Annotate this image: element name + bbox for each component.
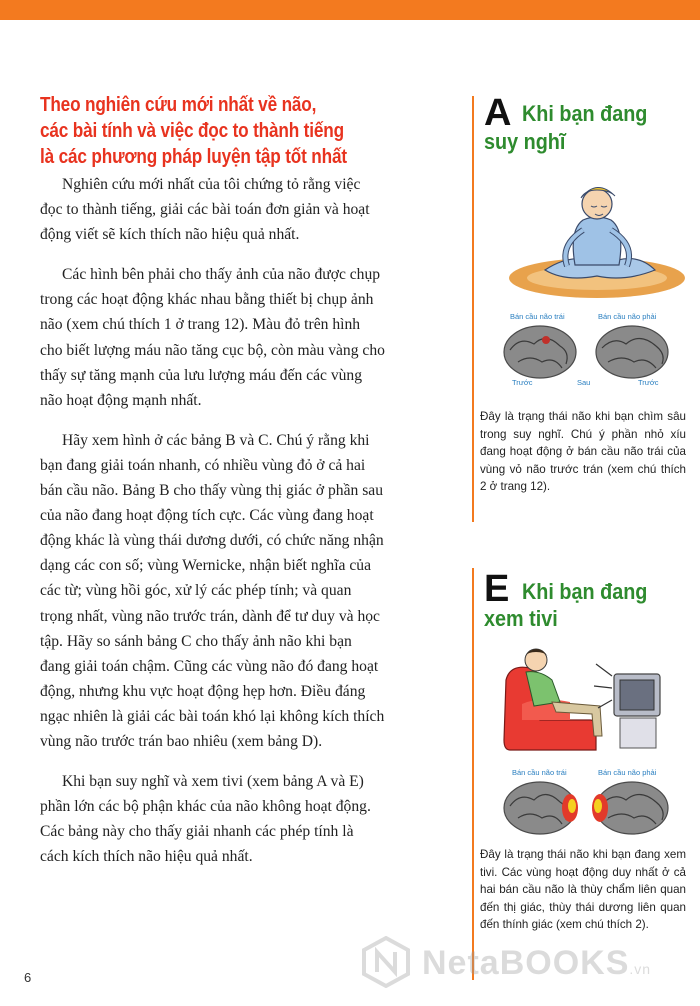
panel-e-letter: E: [484, 568, 510, 610]
panel-a-label-left: Bán cầu não trái: [510, 312, 565, 321]
panel-e-divider: [472, 568, 474, 980]
heading-line: là các phương pháp luyện tập tốt nhất: [40, 146, 347, 168]
heading-line: Theo nghiên cứu mới nhất về não,: [40, 94, 317, 116]
panel-e-label-right: Bán cầu não phải: [598, 768, 657, 777]
page-number: 6: [24, 970, 32, 985]
body-paragraph: Hãy xem hình ở các bảng B và C. Chú ý rằng khi bạn đang giải toán nhanh, có nhiều vùng đỏ ở cả hai bán cầu não. Bảng B cho thấy vùng thị giác ở phần sau của não đang hoạt động tích cực. Các vùng đang hoạt động khác là vùng thái dương dưới, có chức năng nhận dạng các con số; vùng Wernicke, nhận biết nghĩa của các từ; vùng hồi góc, xử lý các phép tính; và quan trọng nhất, vùng não trước trán, dành để tư duy và học tập. Hãy so sánh bảng C cho thấy ảnh não khi bạn đang giải toán chậm. Cũng các vùng não đó đang hoạt động, nhưng khu vực hoạt động hẹp hơn. Điều đáng ngạc nhiên là giải các bài toán khó lại không kích thích vùng não trước trán bao nhiêu (xem bảng D).: [40, 431, 385, 750]
panel-e-brain-scans: [500, 778, 680, 840]
panel-a-label-front-left: Trước: [512, 378, 533, 387]
panel-a-brain-scans: [500, 322, 680, 384]
article-body: [40, 172, 385, 884]
panel-e-title-2: [484, 605, 558, 633]
panel-a-divider: [472, 96, 474, 522]
panel-a-label-front-right: Trước: [638, 378, 659, 387]
meditating-person-illustration: [505, 170, 685, 305]
panel-e-title-line: xem tivi: [484, 606, 558, 631]
panel-a-title-2: [484, 128, 565, 156]
panel-a-title-line: suy nghĩ: [484, 129, 566, 154]
watermark-suffix: .vn: [629, 961, 652, 977]
panel-a-label-right: Bán cầu não phải: [598, 312, 657, 321]
heading-line: các bài tính và việc đọc to thành tiếng: [40, 120, 344, 142]
tv-watching-illustration: [500, 640, 685, 755]
panel-e-title-line: Khi bạn đang: [522, 579, 648, 604]
panel-e-label-left: Bán cầu não trái: [512, 768, 567, 777]
panel-a-title-line: Khi bạn đang: [522, 101, 648, 126]
watermark-text: [422, 944, 651, 983]
panel-a-caption: Đây là trạng thái não khi bạn chìm sâu trong suy nghĩ. Chú ý phần nhỏ xíu đang hoạt động ở bán cầu não trái của vùng vỏ não trước trán (xem chú thích 2 ở trang 12).: [480, 410, 686, 493]
panel-a-letter: A: [484, 92, 512, 134]
netabooks-watermark: [360, 930, 690, 990]
panel-a-label-back: Sau: [577, 378, 591, 387]
watermark-brand: NetaBOOKS: [422, 944, 630, 982]
body-paragraph: Các hình bên phải cho thấy ảnh của não được chụp trong các hoạt động khác nhau bằng thiết bị chụp ảnh não (xem chú thích 1 ở trang 12). Màu đỏ trên hình cho biết lượng máu não tăng cục bộ, còn màu vàng cho thấy sự tăng mạnh của lưu lượng máu đến các vùng não hoạt động mạnh nhất.: [40, 266, 385, 409]
body-paragraph: Nghiên cứu mới nhất của tôi chứng tỏ rằng việc đọc to thành tiếng, giải các bài toán đơn giản và hoạt động viết sẽ kích thích não hiệu quả nhất.: [40, 176, 370, 244]
panel-a-title: [522, 100, 647, 128]
body-paragraph: Khi bạn suy nghĩ và xem tivi (xem bảng A và E) phần lớn các bộ phận khác của não không hoạt động. Các bảng này cho thấy giải nhanh các phép tính là cách kích thích não hiệu quả nhất.: [40, 773, 371, 866]
panel-e-title: [522, 578, 647, 606]
article-heading: [40, 92, 384, 170]
top-accent-bar: [0, 0, 700, 20]
panel-e-caption: Đây là trạng thái não khi bạn đang xem tivi. Các vùng hoạt động duy nhất ở cả hai bán cầu não là thùy chẩm liên quan đến thị giác, thùy thái dương liên quan đến thính giác (xem chú thích 2).: [480, 848, 686, 931]
netabooks-logo-icon: [360, 936, 412, 988]
